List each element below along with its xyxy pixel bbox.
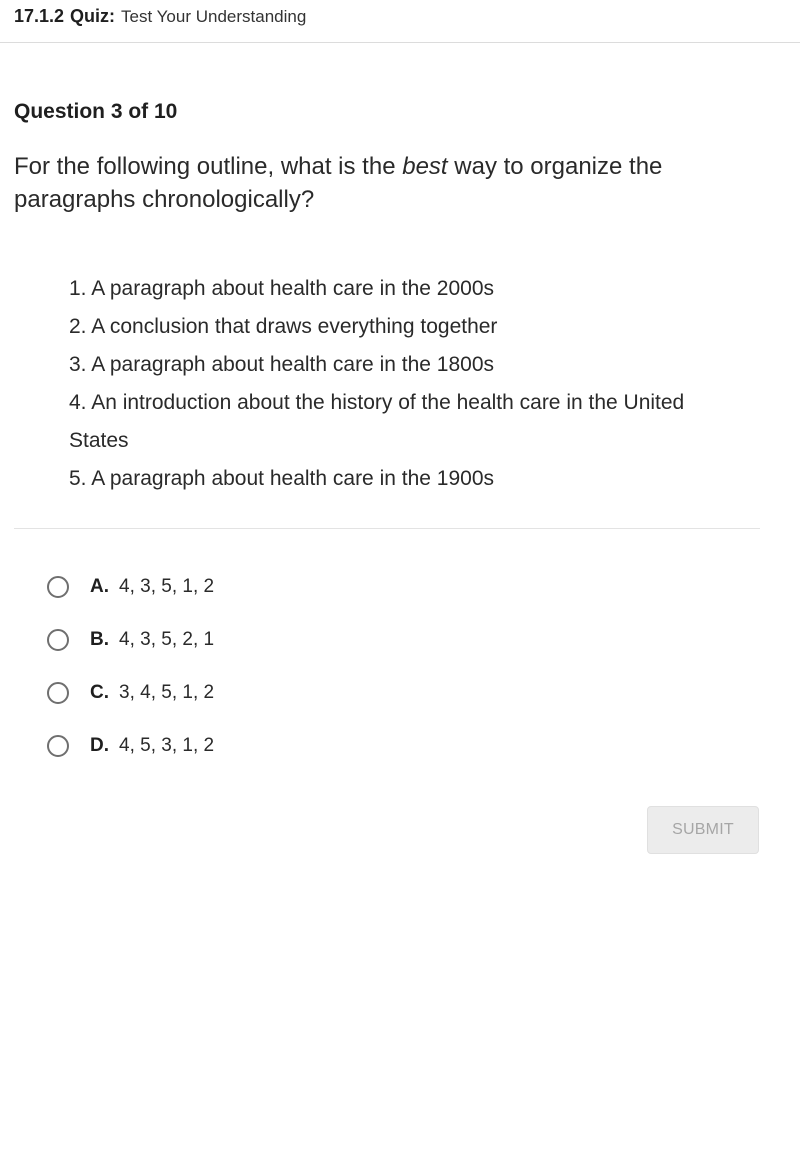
radio-button-icon[interactable] <box>47 576 69 598</box>
outline-item: 5. A paragraph about health care in the 1900s <box>69 467 494 490</box>
quiz-code: 17.1.2 <box>14 6 65 26</box>
option-a[interactable] <box>47 560 214 613</box>
option-letter: B. <box>90 628 109 650</box>
question-text-before: For the following outline, what is the <box>14 153 403 180</box>
option-text: 4, 5, 3, 1, 2 <box>119 734 215 756</box>
outline-item: 2. A conclusion that draws everything together <box>69 315 498 338</box>
radio-button-icon[interactable] <box>47 629 69 651</box>
option-d[interactable] <box>47 719 214 772</box>
option-text: 3, 4, 5, 1, 2 <box>119 681 215 703</box>
outline-list <box>69 270 709 498</box>
submit-button[interactable]: SUBMIT <box>647 806 759 854</box>
quiz-header <box>0 0 800 43</box>
question-text-emphasis: best <box>402 153 448 180</box>
radio-button-icon[interactable] <box>47 735 69 757</box>
option-letter: C. <box>90 681 109 703</box>
section-divider <box>14 528 760 529</box>
outline-item: 3. A paragraph about health care in the 1800s <box>69 353 494 376</box>
quiz-title: Test Your Understanding <box>121 7 307 26</box>
question-text-after: way to organize the paragraphs chronologically? <box>14 153 663 213</box>
outline-item: 4. An introduction about the history of the health care in the United States <box>69 391 685 452</box>
quiz-label: Quiz: <box>70 6 116 26</box>
answer-options <box>47 560 214 772</box>
option-b[interactable] <box>47 613 214 666</box>
option-c[interactable] <box>47 666 214 719</box>
option-text: 4, 3, 5, 2, 1 <box>119 628 215 650</box>
outline-item: 1. A paragraph about health care in the 2000s <box>69 277 494 300</box>
radio-button-icon[interactable] <box>47 682 69 704</box>
option-text: 4, 3, 5, 1, 2 <box>119 575 215 597</box>
question-prompt <box>14 150 774 216</box>
option-letter: A. <box>90 575 109 597</box>
question-number: Question 3 of 10 <box>14 100 178 123</box>
option-letter: D. <box>90 734 109 756</box>
header-title-line <box>14 6 306 27</box>
